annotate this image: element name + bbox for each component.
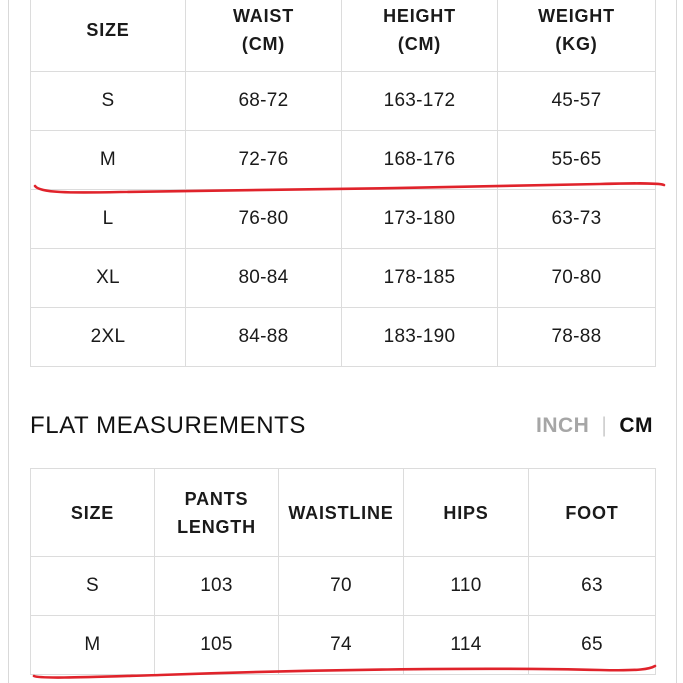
unit-separator: |	[601, 414, 608, 437]
cell-height: 168-176	[342, 131, 498, 190]
cell-size: XL	[31, 249, 186, 308]
cell-size: S	[31, 557, 155, 616]
cell-waistline: 70	[279, 557, 404, 616]
cell-waist: 72-76	[186, 131, 342, 190]
header-unit: (CM)	[241, 34, 286, 54]
table-row	[31, 616, 656, 675]
body-size-table	[30, 0, 656, 367]
cell-foot: 65	[529, 616, 656, 675]
table-row	[31, 131, 656, 190]
header-label: SIZE	[86, 20, 130, 40]
table-row	[31, 557, 656, 616]
cell-waist: 80-84	[186, 249, 342, 308]
header-unit: (CM)	[397, 34, 442, 54]
cell-waist: 68-72	[186, 72, 342, 131]
unit-toggle	[536, 414, 653, 438]
table-row	[31, 190, 656, 249]
cell-size: M	[31, 616, 155, 675]
cell-foot: 63	[529, 557, 656, 616]
cell-size: S	[31, 72, 186, 131]
right-divider	[676, 0, 677, 683]
unit-cm-option[interactable]: CM	[619, 414, 653, 437]
cell-height: 178-185	[342, 249, 498, 308]
header-label: WEIGHT	[538, 6, 615, 26]
table-row	[31, 249, 656, 308]
header-label: HIPS	[443, 502, 489, 523]
header-size	[31, 0, 186, 72]
header-label: FOOT	[565, 502, 619, 523]
header-waist	[186, 0, 342, 72]
cell-waistline: 74	[279, 616, 404, 675]
cell-waist: 76-80	[186, 190, 342, 249]
cell-waist: 84-88	[186, 308, 342, 367]
cell-weight: 70-80	[498, 249, 656, 308]
header-unit: (KG)	[555, 34, 598, 54]
header-label: SIZE	[70, 502, 115, 523]
left-divider	[8, 0, 9, 683]
header-foot	[529, 469, 656, 557]
cell-weight: 78-88	[498, 308, 656, 367]
cell-pants-length: 105	[155, 616, 279, 675]
cell-weight: 45-57	[498, 72, 656, 131]
cell-hips: 110	[404, 557, 529, 616]
cell-weight: 63-73	[498, 190, 656, 249]
cell-size: 2XL	[31, 308, 186, 367]
header-label: WAISTLINE	[288, 502, 394, 523]
header-size	[31, 469, 155, 557]
cell-height: 163-172	[342, 72, 498, 131]
cell-weight: 55-65	[498, 131, 656, 190]
cell-size: M	[31, 131, 186, 190]
table-row	[31, 72, 656, 131]
header-label: WAIST	[233, 6, 294, 26]
table-row	[31, 308, 656, 367]
header-pants-length	[155, 469, 279, 557]
header-height	[342, 0, 498, 72]
cell-height: 173-180	[342, 190, 498, 249]
header-waistline	[279, 469, 404, 557]
cell-pants-length: 103	[155, 557, 279, 616]
header-label-line2: LENGTH	[177, 516, 256, 537]
header-label: PANTS	[184, 488, 249, 509]
flat-measurements-title: FLAT MEASUREMENTS	[30, 412, 307, 439]
header-weight	[498, 0, 656, 72]
header-label: HEIGHT	[383, 6, 456, 26]
cell-height: 183-190	[342, 308, 498, 367]
table-header-row	[31, 0, 656, 72]
flat-size-table	[30, 468, 656, 675]
cell-hips: 114	[404, 616, 529, 675]
unit-inch-option[interactable]: INCH	[536, 414, 590, 437]
table-header-row	[31, 469, 656, 557]
cell-size: L	[31, 190, 186, 249]
header-hips	[404, 469, 529, 557]
